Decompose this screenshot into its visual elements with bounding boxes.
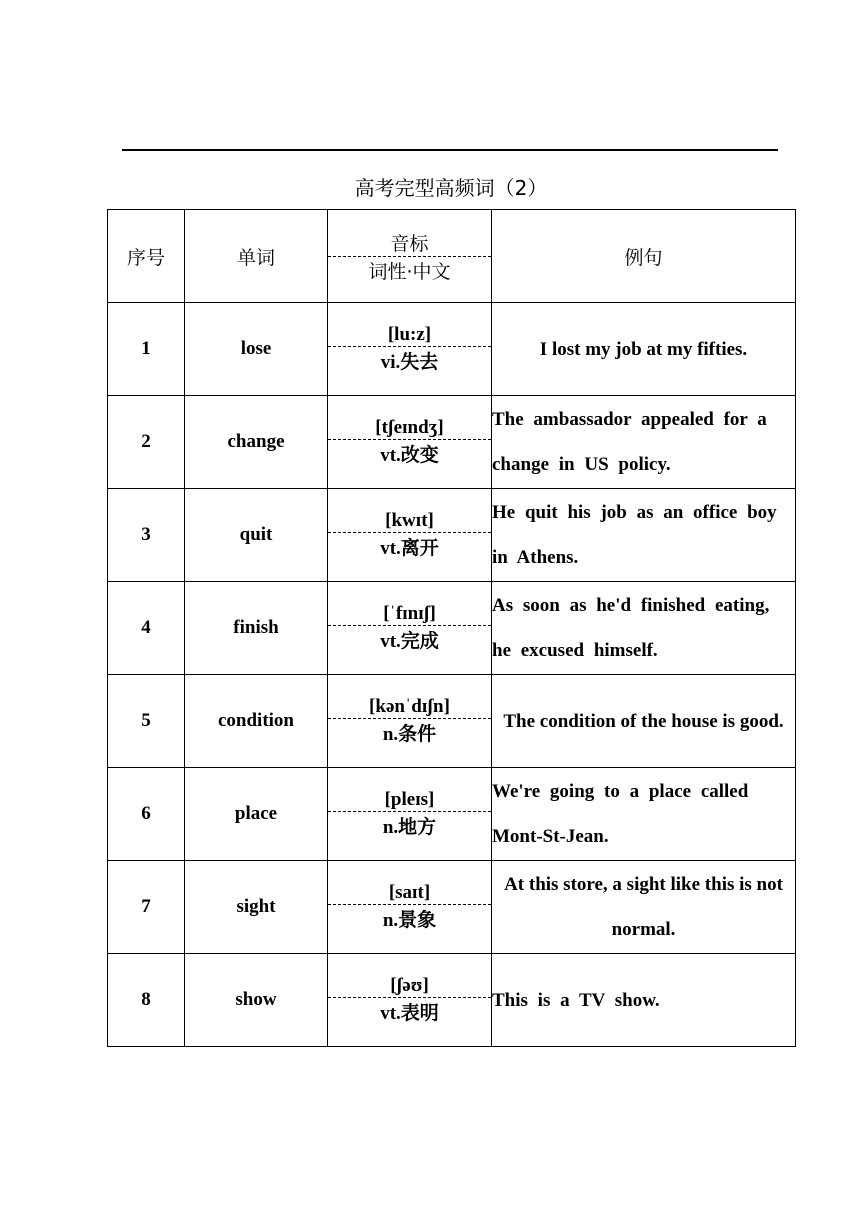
table-row xyxy=(108,582,796,675)
row-phonetic: [pleɪs] xyxy=(328,789,491,812)
row-meaning: n.景象 xyxy=(382,910,437,931)
row-phonetic: [kwɪt] xyxy=(328,510,491,533)
row-phonetic-meaning xyxy=(328,675,492,768)
row-phonetic-meaning xyxy=(328,303,492,396)
row-example: We're going to a place called Mont-St-Jean. xyxy=(492,768,796,861)
header-index: 序号 xyxy=(108,210,185,303)
header-example: 例句 xyxy=(492,210,796,303)
row-phonetic: [saɪt] xyxy=(328,882,491,905)
row-phonetic-meaning xyxy=(328,954,492,1047)
row-word: quit xyxy=(185,489,328,582)
row-phonetic-meaning xyxy=(328,489,492,582)
row-example: The ambassador appealed for a change in US policy. xyxy=(492,396,796,489)
row-index: 1 xyxy=(108,303,185,396)
page-title: 高考完型高频词（2） xyxy=(354,176,548,200)
row-index: 8 xyxy=(108,954,185,1047)
row-meaning: n.条件 xyxy=(382,724,437,745)
vocabulary-table xyxy=(107,209,796,1047)
header-pos-meaning: 词性·中文 xyxy=(368,260,451,283)
row-example: As soon as he'd finished eating, he excused himself. xyxy=(492,582,796,675)
header-phonetic: 音标 xyxy=(328,229,491,257)
row-meaning: vt.离开 xyxy=(380,538,439,559)
row-meaning: vt.改变 xyxy=(380,445,439,466)
row-meaning: n.地方 xyxy=(382,817,437,838)
row-meaning: vi.失去 xyxy=(380,352,439,373)
row-example: This is a TV show. xyxy=(492,954,796,1047)
row-phonetic: [lu:z] xyxy=(328,324,491,347)
row-phonetic-meaning xyxy=(328,861,492,954)
row-example: At this store, a sight like this is not normal. xyxy=(492,861,796,954)
row-word: place xyxy=(185,768,328,861)
row-phonetic-meaning xyxy=(328,768,492,861)
row-meaning: vt.表明 xyxy=(380,1003,439,1024)
row-phonetic: [tʃeɪndʒ] xyxy=(328,417,491,440)
top-rule xyxy=(122,149,778,151)
row-example: The condition of the house is good. xyxy=(492,675,796,768)
table-row xyxy=(108,861,796,954)
row-index: 2 xyxy=(108,396,185,489)
header-phonetic-meaning xyxy=(328,210,492,303)
row-index: 5 xyxy=(108,675,185,768)
row-example: I lost my job at my fifties. xyxy=(492,303,796,396)
table-row xyxy=(108,954,796,1047)
row-word: show xyxy=(185,954,328,1047)
table-row xyxy=(108,303,796,396)
row-phonetic-meaning xyxy=(328,582,492,675)
row-example: He quit his job as an office boy in Athens. xyxy=(492,489,796,582)
row-phonetic: [ˈfɪnɪʃ] xyxy=(328,603,491,626)
row-phonetic: [kənˈdɪʃn] xyxy=(328,696,491,719)
row-phonetic: [ʃəʊ] xyxy=(328,975,491,998)
row-meaning: vt.完成 xyxy=(380,631,439,652)
table-row xyxy=(108,675,796,768)
row-phonetic-meaning xyxy=(328,396,492,489)
header-word: 单词 xyxy=(185,210,328,303)
table-row xyxy=(108,768,796,861)
row-word: sight xyxy=(185,861,328,954)
row-word: finish xyxy=(185,582,328,675)
row-word: condition xyxy=(185,675,328,768)
row-index: 3 xyxy=(108,489,185,582)
header-row xyxy=(108,210,796,303)
row-index: 6 xyxy=(108,768,185,861)
row-word: lose xyxy=(185,303,328,396)
row-word: change xyxy=(185,396,328,489)
table-row xyxy=(108,489,796,582)
row-index: 7 xyxy=(108,861,185,954)
table-row xyxy=(108,396,796,489)
row-index: 4 xyxy=(108,582,185,675)
